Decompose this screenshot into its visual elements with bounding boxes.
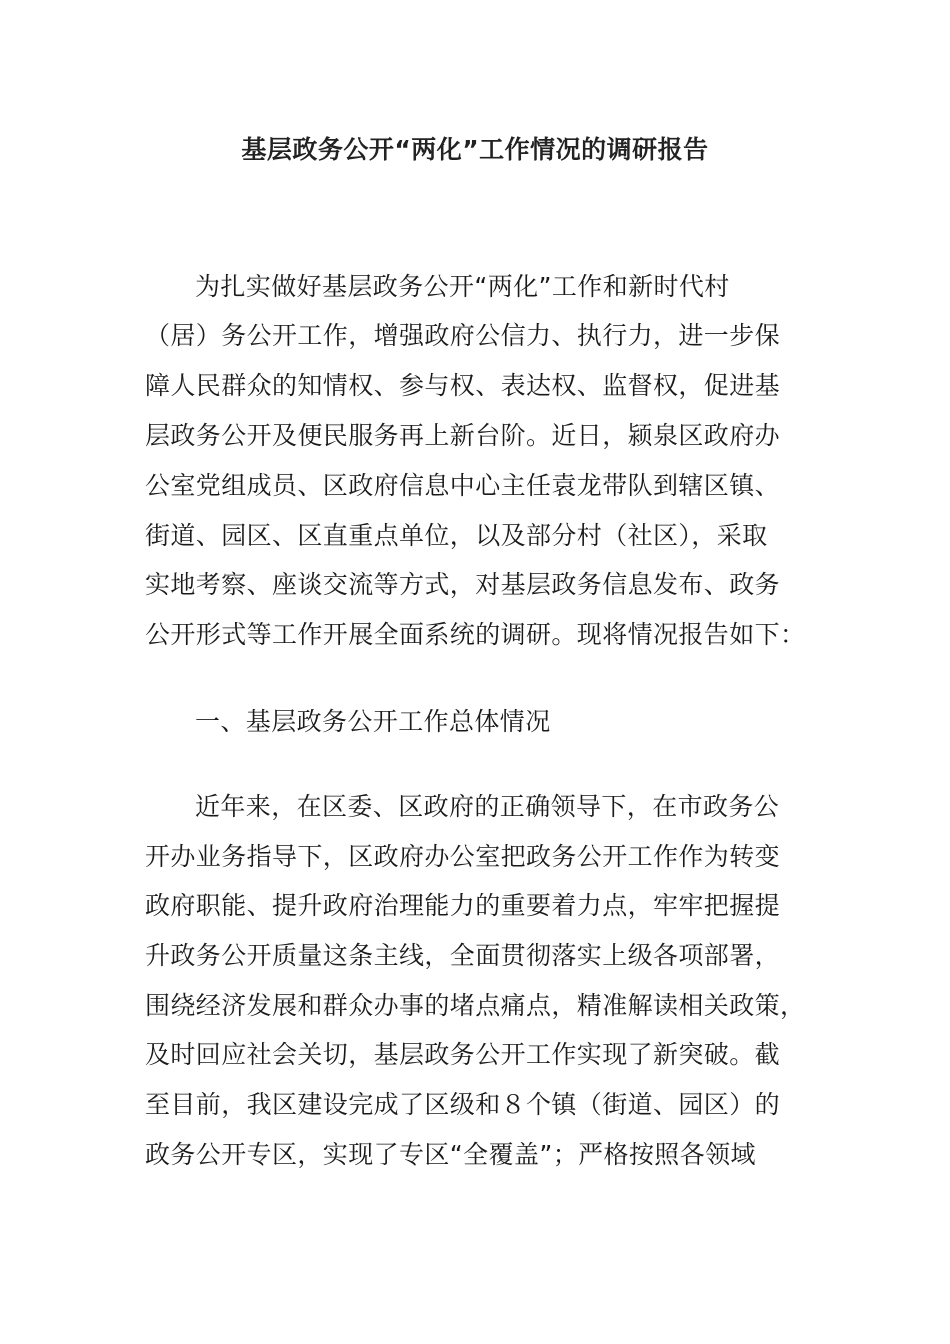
paragraph-2-line-7: 至目前，我区建设完成了区级和８个镇（街道、园区）的 (145, 1090, 781, 1119)
paragraph-2-line-5: 围绕经济发展和群众办事的堵点痛点，精准解读相关政策， (145, 991, 806, 1020)
paragraph-2-line-8: 政务公开专区，实现了专区“全覆盖”；严格按照各领域 (145, 1140, 756, 1169)
paragraph-1-line-5: 公室党组成员、区政府信息中心主任袁龙带队到辖区镇、 (145, 471, 781, 500)
paragraph-1-line-7: 实地考察、座谈交流等方式，对基层政务信息发布、政务 (145, 570, 781, 599)
paragraph-1-line-6: 街道、园区、区直重点单位，以及部分村（社区），采取 (145, 521, 768, 550)
document-title: 基层政务公开“两化”工作情况的调研报告 (241, 135, 709, 164)
paragraph-1-line-3: 障人民群众的知情权、参与权、表达权、监督权，促进基 (145, 371, 781, 400)
paragraph-2-line-3: 政府职能、提升政府治理能力的重要着力点，牢牢把握提 (145, 891, 781, 920)
paragraph-2-line-4: 升政务公开质量这条主线，全面贯彻落实上级各项部署， (145, 941, 781, 970)
paragraph-1-line-2: （居）务公开工作，增强政府公信力、执行力，进一步保 (145, 321, 781, 350)
paragraph-2-line-1: 近年来，在区委、区政府的正确领导下，在市政务公 (195, 792, 780, 821)
paragraph-1-line-8: 公开形式等工作开展全面系统的调研。现将情况报告如下： (145, 620, 806, 649)
paragraph-2-line-2: 开办业务指导下，区政府办公室把政务公开工作作为转变 (145, 842, 781, 871)
paragraph-1-line-4: 层政务公开及便民服务再上新台阶。近日，颍泉区政府办 (145, 421, 781, 450)
paragraph-2-line-6: 及时回应社会关切，基层政务公开工作实现了新突破。截 (145, 1040, 781, 1069)
section-1-heading: 一、基层政务公开工作总体情况 (195, 707, 551, 736)
paragraph-1-line-1: 为扎实做好基层政务公开“两化”工作和新时代村 (195, 272, 730, 301)
